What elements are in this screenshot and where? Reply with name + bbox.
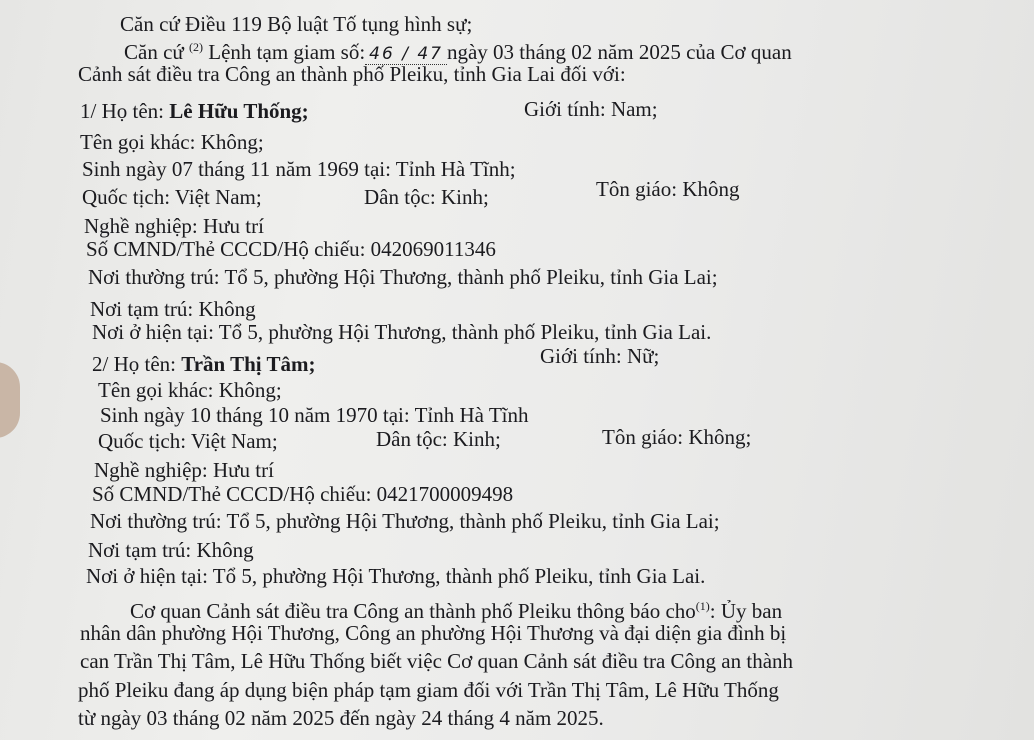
person2-birth: Sinh ngày 10 tháng 10 năm 1970 tại: Tỉnh Hà Tĩnh xyxy=(100,403,529,427)
person1-occupation: Nghề nghiệp: Hưu trí xyxy=(84,214,264,238)
person2-name-line xyxy=(92,352,315,376)
person1-permanent-residence: Nơi thường trú: Tổ 5, phường Hội Thương, thành phố Pleiku, tỉnh Gia Lai; xyxy=(88,265,718,289)
handwritten-order-number: 46 / 47 xyxy=(365,44,447,65)
person2-name-label: 2/ Họ tên: xyxy=(92,352,176,376)
person1-current-residence: Nơi ở hiện tại: Tổ 5, phường Hội Thương, thành phố Pleiku, tỉnh Gia Lai. xyxy=(92,320,712,344)
person1-name: Lê Hữu Thống; xyxy=(169,99,309,123)
person2-occupation: Nghề nghiệp: Hưu trí xyxy=(94,458,274,482)
person2-name: Trần Thị Tâm; xyxy=(181,352,316,376)
footnote-1: (1) xyxy=(695,599,710,613)
person1-nationality: Quốc tịch: Việt Nam; xyxy=(82,185,262,209)
order-org-continuation: Cảnh sát điều tra Công an thành phố Pleiku, tỉnh Gia Lai đối với: xyxy=(78,62,626,86)
person1-ethnicity: Dân tộc: Kinh; xyxy=(364,185,489,209)
person1-alias: Tên gọi khác: Không; xyxy=(80,130,264,154)
legal-basis-article: Căn cứ Điều 119 Bộ luật Tố tụng hình sự; xyxy=(120,12,473,36)
order-date-org: ngày 03 tháng 02 năm 2025 của Cơ quan xyxy=(446,40,792,64)
notice-line-5: từ ngày 03 tháng 02 năm 2025 đến ngày 24 tháng 4 năm 2025. xyxy=(78,706,604,730)
notice-line-2: nhân dân phường Hội Thương, Công an phường Hội Thương và đại diện gia đình bị xyxy=(80,621,787,645)
person1-birth: Sinh ngày 07 tháng 11 năm 1969 tại: Tỉnh Hà Tĩnh; xyxy=(82,157,516,181)
notice-line-4: phố Pleiku đang áp dụng biện pháp tạm giam đối với Trần Thị Tâm, Lê Hữu Thống xyxy=(78,678,779,702)
person1-id-number: Số CMND/Thẻ CCCD/Hộ chiếu: 042069011346 xyxy=(86,237,496,261)
order-label: Lệnh tạm giam số: xyxy=(208,40,366,64)
notice-line-1a: Cơ quan Cảnh sát điều tra Công an thành phố Pleiku thông báo cho xyxy=(130,599,696,623)
person2-temporary-residence: Nơi tạm trú: Không xyxy=(88,538,254,562)
person2-permanent-residence: Nơi thường trú: Tổ 5, phường Hội Thương, thành phố Pleiku, tỉnh Gia Lai; xyxy=(90,509,720,533)
person2-alias: Tên gọi khác: Không; xyxy=(98,378,282,402)
person2-current-residence: Nơi ở hiện tại: Tổ 5, phường Hội Thương, thành phố Pleiku, tỉnh Gia Lai. xyxy=(86,564,706,588)
person1-gender: Giới tính: Nam; xyxy=(524,97,658,121)
person2-gender: Giới tính: Nữ; xyxy=(540,344,660,368)
finger-holding-paper xyxy=(0,362,20,438)
person1-religion: Tôn giáo: Không xyxy=(596,177,740,201)
notice-line-1 xyxy=(130,594,782,623)
notice-line-3: can Trần Thị Tâm, Lê Hữu Thống biết việc Cơ quan Cảnh sát điều tra Công an thành xyxy=(80,649,794,673)
person2-religion: Tôn giáo: Không; xyxy=(602,425,752,449)
person2-nationality: Quốc tịch: Việt Nam; xyxy=(98,429,278,453)
person2-id-number: Số CMND/Thẻ CCCD/Hộ chiếu: 0421700009498 xyxy=(92,482,514,506)
person1-name-label: 1/ Họ tên: xyxy=(80,99,164,123)
person2-ethnicity: Dân tộc: Kinh; xyxy=(376,427,501,451)
notice-line-1b: : Ủy ban xyxy=(709,599,783,623)
person1-temporary-residence: Nơi tạm trú: Không xyxy=(90,297,256,321)
person1-name-line xyxy=(80,99,309,123)
footnote-2: (2) xyxy=(189,40,204,54)
order-prefix: Căn cứ xyxy=(124,40,184,64)
